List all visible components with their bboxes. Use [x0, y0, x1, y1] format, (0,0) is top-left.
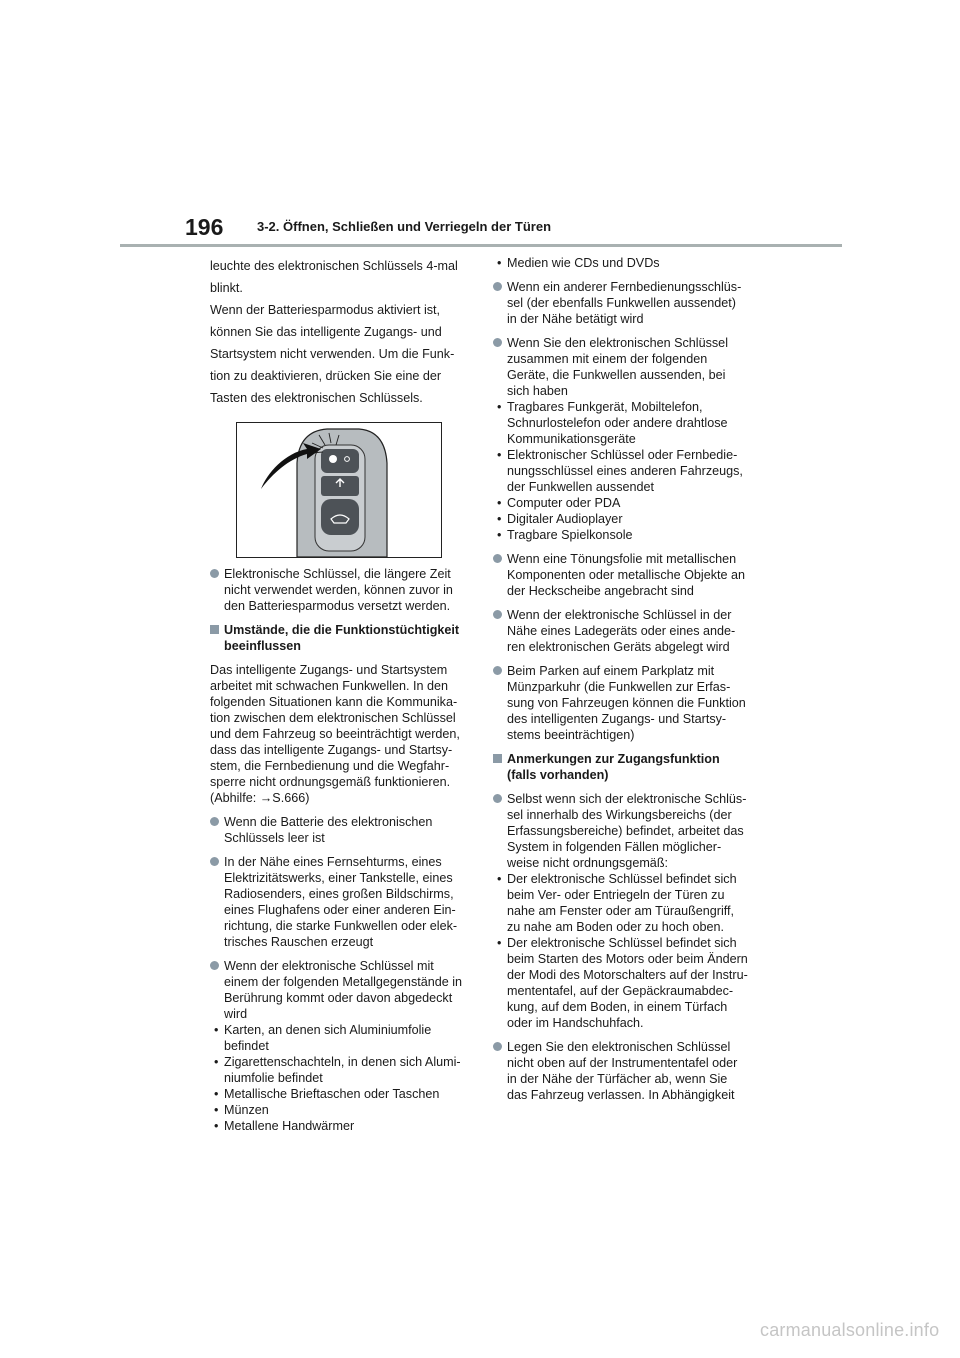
left-column	[210, 255, 472, 1134]
text-line: befindet	[224, 1039, 269, 1053]
bullet-metal	[210, 958, 472, 1022]
text-line: Wenn die Batterie des elektronischen	[224, 815, 433, 829]
text-line: Komponenten oder metallische Objekte an	[507, 568, 746, 582]
list-item: • Digitaler Audioplayer	[493, 511, 758, 527]
bullet-dashboard	[493, 1039, 758, 1103]
bullet-icon	[210, 817, 219, 826]
list-item: • Medien wie CDs und DVDs	[493, 255, 758, 271]
text-line: nicht verwendet werden, können zuvor in	[224, 583, 453, 597]
text-line: Geräte, die Funkwellen aussenden, bei	[507, 368, 726, 382]
text-line: ren elektronischen Geräts abgelegt wird	[507, 640, 730, 654]
text-line: Tasten des elektronischen Schlüssels.	[210, 391, 423, 405]
text-line: einem der folgenden Metallgegenstände in	[224, 975, 463, 989]
text-line: In der Nähe eines Fernsehturms, eines	[224, 855, 442, 869]
text-line: in der Nähe der Türfächer ab, wenn Sie	[507, 1072, 728, 1086]
text-line: Wenn der elektronische Schlüssel mit	[224, 959, 434, 973]
section-body	[210, 662, 472, 806]
text-line: niumfolie befindet	[224, 1071, 323, 1085]
device-items-list	[493, 399, 758, 543]
text-line: wird	[224, 1007, 248, 1021]
text-line: richtung, die starke Funkwellen oder elek-	[224, 919, 458, 933]
bullet-icon	[493, 666, 502, 675]
text-line: Legen Sie den elektronischen Schlüssel	[507, 1040, 731, 1054]
text-line: sel innerhalb des Wirkungsbereichs (der	[507, 808, 732, 822]
text-line: des intelligenten Zugangs- und Startsy-	[507, 712, 727, 726]
bullet-icon	[210, 857, 219, 866]
text-line: eines Flughafens oder einer anderen Ein-	[224, 903, 456, 917]
bullet-icon	[493, 1042, 502, 1051]
text-line: • Zigarettenschachteln, in denen sich Alumi-	[224, 1055, 461, 1069]
list-item: • Computer oder PDA	[493, 495, 758, 511]
text-line: nungsschlüssel eines anderen Fahrzeugs,	[507, 464, 743, 478]
text-line: leuchte des elektronischen Schlüssels 4-mal	[210, 259, 458, 273]
text-line: der Funkwellen aussendet	[507, 480, 655, 494]
bullet-icon	[210, 961, 219, 970]
text-line: • Elektronischer Schlüssel oder Fernbedie-	[507, 448, 738, 462]
metal-items-list	[210, 1022, 472, 1134]
list-item	[210, 1022, 472, 1054]
intro-paragraph	[210, 255, 472, 409]
text-line: sel (der ebenfalls Funkwellen aussendet)	[507, 296, 736, 310]
text-line: • Der elektronische Schlüssel befindet sich	[507, 936, 737, 950]
text-line: und dem Fahrzeug so beeinträchtigt werden,	[210, 727, 460, 741]
bullet-icon	[493, 282, 502, 291]
text-line: Wenn Sie den elektronischen Schlüssel	[507, 336, 728, 350]
text-line: Startsystem nicht verwenden. Um die Funk-	[210, 347, 455, 361]
text-line: Wenn der elektronische Schlüssel in der	[507, 608, 732, 622]
list-item: • Münzen	[210, 1102, 472, 1118]
list-item	[493, 447, 758, 495]
bullet-icon	[493, 794, 502, 803]
text-line: blinkt.	[210, 281, 243, 295]
bullet-icon	[493, 610, 502, 619]
text-line: kung, auf dem Boden, in einem Türfach	[507, 1000, 728, 1014]
text-line: Schnurlostelefon oder andere drahtlose	[507, 416, 728, 430]
text-line: Selbst wenn sich der elektronische Schlüs-	[507, 792, 747, 806]
list-item: • Metallische Brieftaschen oder Taschen	[210, 1086, 472, 1102]
text-line: Wenn der Batteriesparmodus aktiviert ist,	[210, 303, 441, 317]
text-line: • Karten, an denen sich Aluminiumfolie	[224, 1023, 432, 1037]
text-line: tion zu deaktivieren, drücken Sie eine der	[210, 369, 442, 383]
text-line: der Modi des Motorschalters auf der Instru-	[507, 968, 748, 982]
list-item	[493, 871, 758, 935]
text-line: trisches Rauschen erzeugt	[224, 935, 374, 949]
text-line: Nähe eines Ladegeräts oder eines ande-	[507, 624, 736, 638]
bullet-charger	[493, 607, 758, 655]
text-line: Kommunikationsgeräte	[507, 432, 636, 446]
text-line: mententafel, auf der Gepäckraumabdec-	[507, 984, 734, 998]
text-line: Das intelligente Zugangs- und Startsystem	[210, 663, 448, 677]
right-column	[493, 255, 758, 1111]
bullet-tower	[210, 854, 472, 950]
text-line: der Heckscheibe angebracht sind	[507, 584, 694, 598]
text-line: nahe am Fenster oder am Türaußengriff,	[507, 904, 735, 918]
text-line: • Tragbares Funkgerät, Mobiltelefon,	[507, 400, 703, 414]
text-line: das Fahrzeug verlassen. In Abhängigkeit	[507, 1088, 735, 1102]
text-line: (falls vorhanden)	[507, 768, 609, 782]
text-line: Berührung kommt oder davon abgedeckt	[224, 991, 453, 1005]
smart-key-illustration	[236, 422, 442, 558]
text-line: Beim Parken auf einem Parkplatz mit	[507, 664, 715, 678]
list-item: • Metallene Handwärmer	[210, 1118, 472, 1134]
watermark: carmanualsonline.info	[760, 1320, 940, 1340]
list-item	[493, 935, 758, 1031]
text-line: oder im Handschuhfach.	[507, 1016, 644, 1030]
text-line: Wenn eine Tönungsfolie mit metallischen	[507, 552, 737, 566]
header-rule	[120, 244, 842, 247]
bullet-range	[493, 791, 758, 871]
smart-key-drawing	[237, 423, 441, 557]
text-line: beeinflussen	[224, 639, 301, 653]
section-heading	[210, 622, 472, 654]
page-number: 196	[185, 214, 224, 240]
text-line: • Der elektronische Schlüssel befindet sich	[507, 872, 737, 886]
text-line: den Batteriesparmodus versetzt werden.	[224, 599, 451, 613]
text-line: sich haben	[507, 384, 568, 398]
text-line: stems beeinträchtigen)	[507, 728, 635, 742]
bullet-parking	[493, 663, 758, 743]
bullet-battery-empty	[210, 814, 472, 846]
text-line: (Abhilfe: →S.666)	[210, 791, 310, 805]
section-square-icon	[493, 754, 502, 763]
text-line: sperre nicht ordnungsgemäß funktionieren.	[210, 775, 451, 789]
text-line: beim Starten des Motors oder beim Ändern	[507, 952, 748, 966]
text-line: zu nahe am Boden oder zu hoch oben.	[507, 920, 725, 934]
text-line: System in folgenden Fällen möglicher-	[507, 840, 722, 854]
text-line: in der Nähe betätigt wird	[507, 312, 644, 326]
text-line: Elektronische Schlüssel, die längere Zeit	[224, 567, 451, 581]
chapter-title: 3-2. Öffnen, Schließen und Verriegeln der Türen	[257, 219, 552, 234]
text-line: arbeitet mit schwachen Funkwellen. In den	[210, 679, 449, 693]
text-line: Anmerkungen zur Zugangsfunktion	[507, 752, 720, 766]
section-heading	[493, 751, 758, 783]
range-items-list	[493, 871, 758, 1031]
text-line: Münzparkuhr (die Funkwellen zur Erfas-	[507, 680, 731, 694]
text-line: Radiosenders, eines großen Bildschirms,	[224, 887, 454, 901]
section-square-icon	[210, 625, 219, 634]
text-line: dass das intelligente Zugangs- und Startsy-	[210, 743, 453, 757]
text-line: stem, die Fernbedienung und die Wegfahr-	[210, 759, 450, 773]
text-line: nicht oben auf der Instrumententafel oder	[507, 1056, 738, 1070]
text-line: sung von Fahrzeugen können die Funktion	[507, 696, 746, 710]
list-item	[493, 399, 758, 447]
text-line: folgenden Situationen kann die Kommunika-	[210, 695, 458, 709]
bullet-icon	[493, 338, 502, 347]
text-line: Elektrizitätswerks, einer Tankstelle, eines	[224, 871, 453, 885]
text-line: können Sie das intelligente Zugangs- und	[210, 325, 442, 339]
bullet-devices	[493, 335, 758, 399]
bullet-battery-saver-note	[210, 566, 472, 614]
text-line: tion zwischen dem elektronischen Schlüssel	[210, 711, 456, 725]
bullet-remote	[493, 279, 758, 327]
text-line: Schlüssels leer ist	[224, 831, 325, 845]
text-line: Erfassungsbereiche) befindet, arbeitet das	[507, 824, 744, 838]
list-item: • Tragbare Spielkonsole	[493, 527, 758, 543]
text-line: weise nicht ordnungsgemäß:	[507, 856, 669, 870]
bullet-tint-film	[493, 551, 758, 599]
bullet-icon	[210, 569, 219, 578]
text-line: beim Ver- oder Entriegeln der Türen zu	[507, 888, 725, 902]
text-line: zusammen mit einem der folgenden	[507, 352, 708, 366]
list-item	[210, 1054, 472, 1086]
bullet-icon	[493, 554, 502, 563]
text-line: Wenn ein anderer Fernbedienungsschlüs-	[507, 280, 742, 294]
text-line: Umstände, die die Funktionstüchtigkeit	[224, 623, 460, 637]
